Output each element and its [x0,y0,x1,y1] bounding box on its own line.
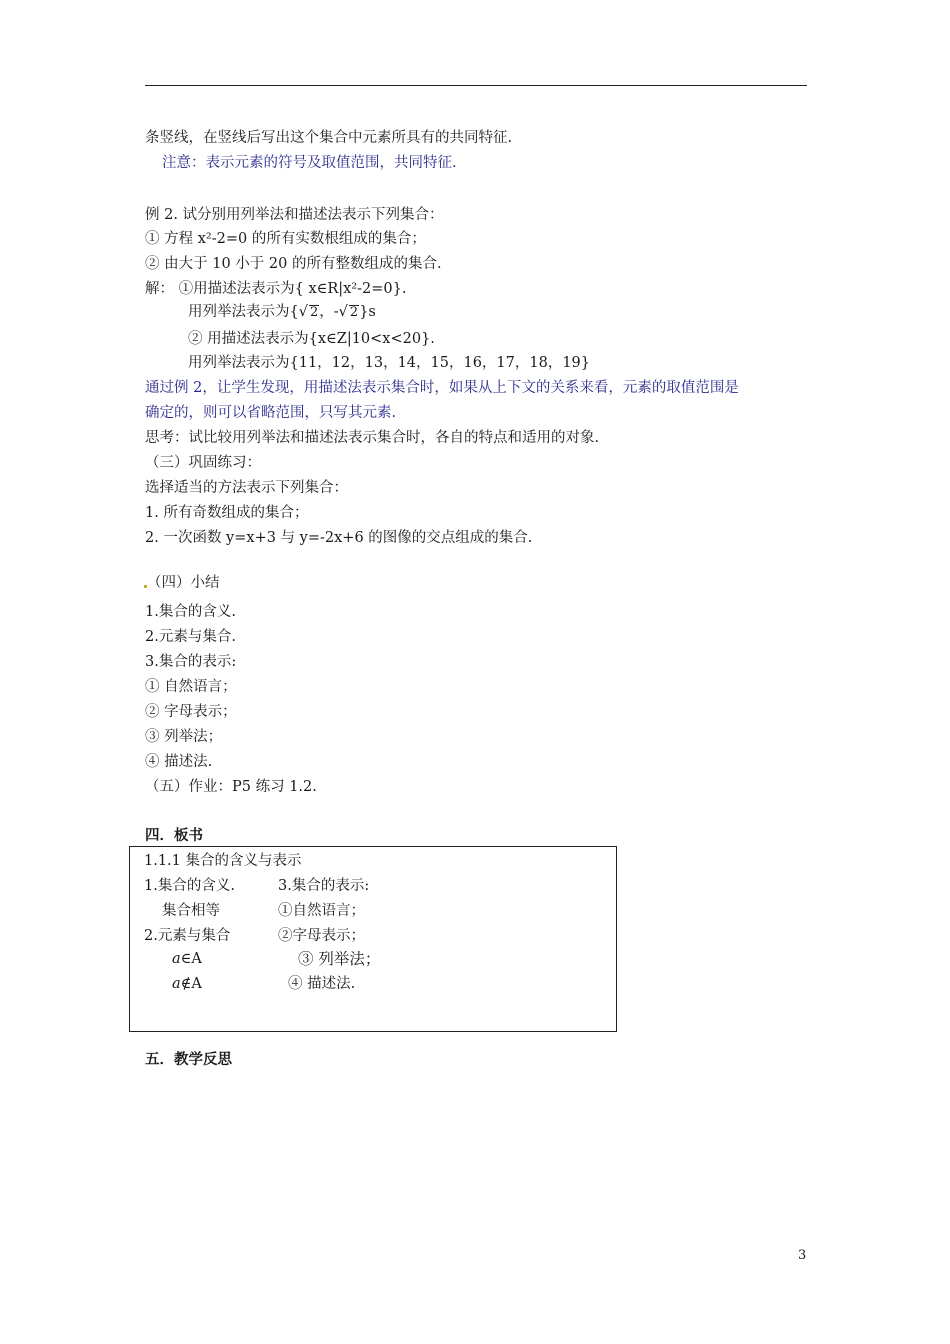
solution-line-2-a: 用列举法表示为{ [188,304,299,320]
exercise-1: 1. 所有奇数组成的集合； [145,505,309,521]
sqrt-term-1: 2 [309,305,319,320]
exercise-intro: 选择适当的方法表示下列集合： [145,480,348,496]
board-symbol-text: ∈A [180,951,202,967]
question-1: ① 方程 x²-2=0 的所有实数根组成的集合； [145,231,426,247]
page-number: 3 [798,1248,807,1263]
sqrt-term-2: 2 [349,305,359,320]
note-line: 注意：表示元素的符号及取值范围，共同特征. [162,155,457,171]
section-3-heading: （三）巩固练习： [145,455,261,471]
homework-line: （五）作业：P5 练习 1.2. [145,779,317,795]
solution-line-1: 解： ①用描述法表示为{ x∈R|x²-2=0}. [145,281,407,297]
board-item [172,974,202,994]
summary-3d: ④ 描述法. [145,754,213,770]
question-2: ② 由大于 10 小于 20 的所有整数组成的集合. [145,256,442,272]
summary-2: 2.元素与集合. [145,629,236,645]
board-symbol-text: ∉A [180,976,202,992]
summary-3: 3.集合的表示: [145,654,237,670]
section-heading-board: 四．板书 [145,828,203,844]
teaching-note-1: 通过例 2，让学生发现，用描述法表示集合时，如果从上下文的关系来看，元素的取值范围是 [145,380,739,396]
solution-line-3: ② 用描述法表示为{x∈Z|10<x<20}. [188,331,435,347]
board-item [172,949,202,969]
board-symbol: a [172,951,181,967]
section-4-heading: （四）小结 [147,575,220,591]
board-item: ④ 描述法. [288,976,356,992]
summary-3b: ② 字母表示； [145,704,237,720]
board-item: 3.集合的表示: [278,878,370,894]
summary-3c: ③ 列举法； [145,729,223,745]
text-line: 条竖线，在竖线后写出这个集合中元素所具有的共同特征. [145,130,513,146]
board-item: ①自然语言； [278,903,365,919]
board-item: ③ 列举法； [298,950,381,968]
solution-line-2-c: ，- [319,304,339,320]
solution-line-2-e: }s [359,304,376,320]
section-heading-reflection: 五．教学反思 [145,1052,232,1068]
board-item: ②字母表示； [278,928,365,944]
summary-3a: ① 自然语言； [145,679,237,695]
example-heading: 例 2. 试分别用列举法和描述法表示下列集合： [145,207,444,223]
board-item: 集合相等 [162,903,220,919]
header-rule [145,85,807,86]
blackboard-box [129,846,617,1032]
summary-1: 1.集合的含义. [145,604,236,620]
solution-line-2: 用列举法表示为{√ 2，-√ 2}s [188,304,376,320]
board-item: 1.集合的含义. [144,878,235,894]
board-symbol: a [172,976,181,992]
teaching-note-2: 确定的，则可以省略范围，只写其元素. [145,405,397,421]
board-item: 2.元素与集合 [144,928,231,944]
think-line: 思考：试比较用列举法和描述法表示集合时，各自的特点和适用的对象. [145,430,600,446]
solution-line-4: 用列举法表示为{11，12，13，14，15，16，17，18，19} [188,355,591,371]
board-title: 1.1.1 集合的含义与表示 [144,853,302,869]
exercise-2: 2. 一次函数 y=x+3 与 y=-2x+6 的图像的交点组成的集合. [145,530,533,546]
